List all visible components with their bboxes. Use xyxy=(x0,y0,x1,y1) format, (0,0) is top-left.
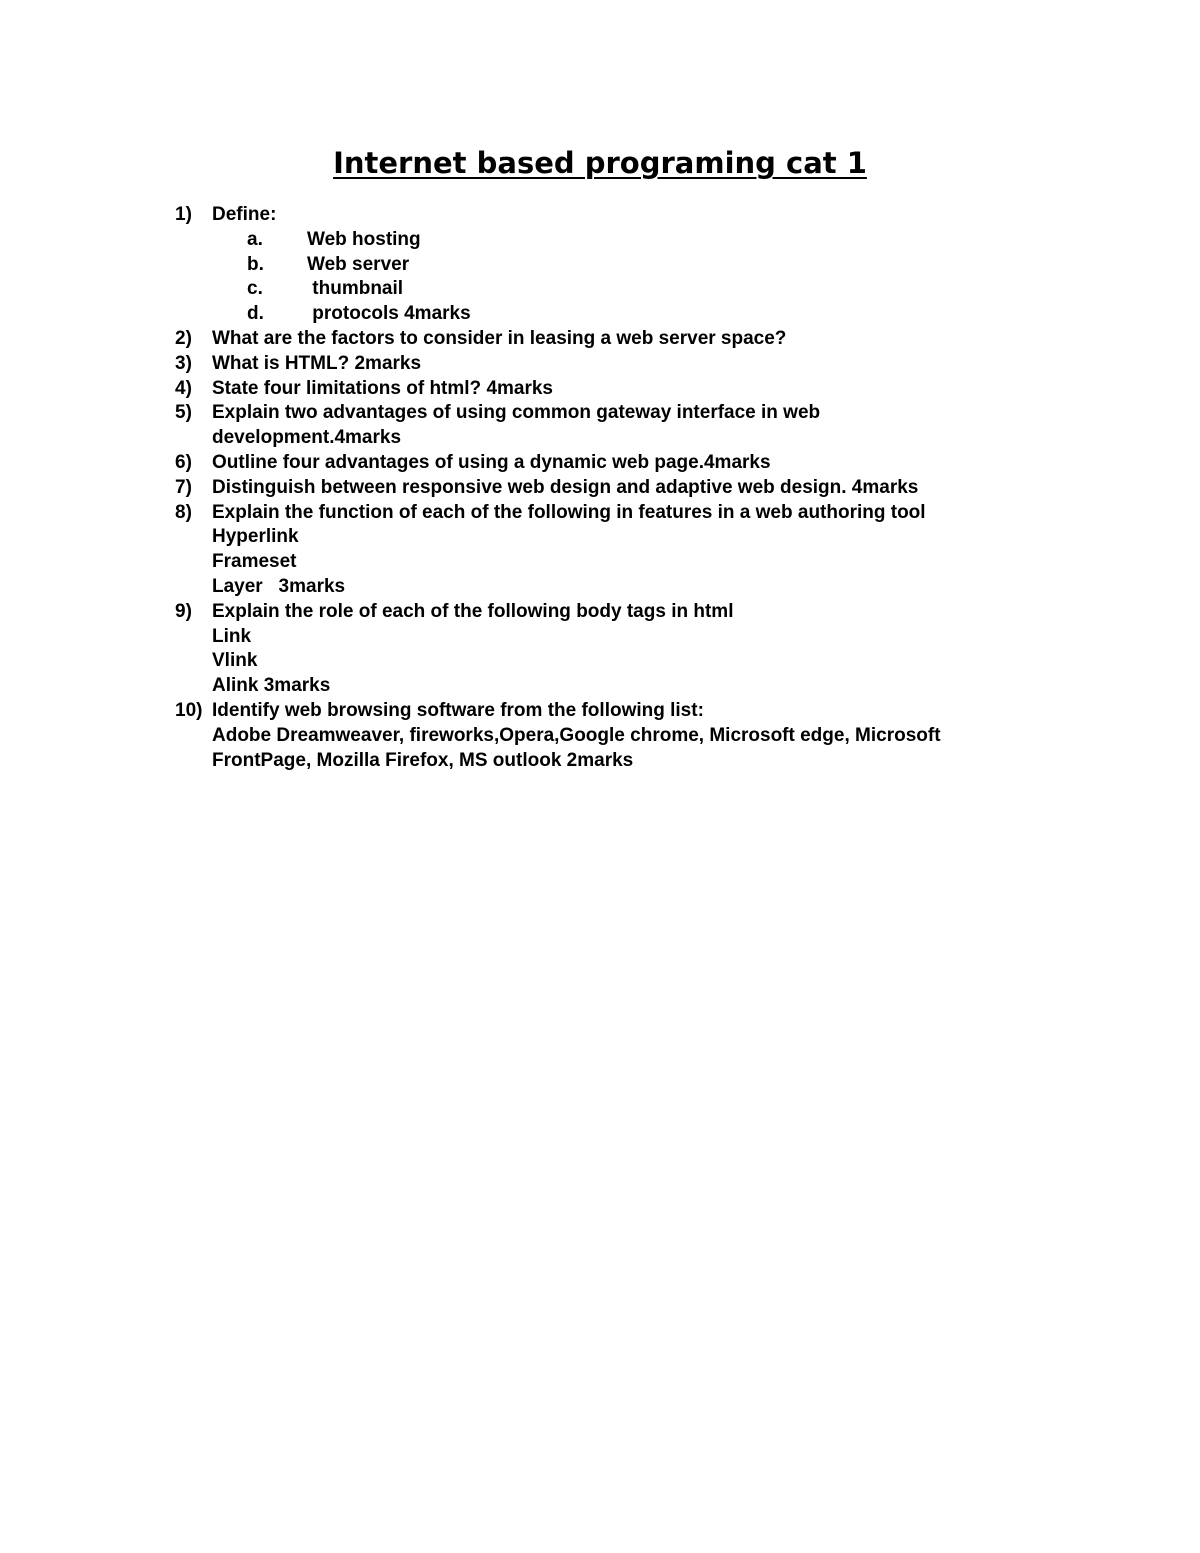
question-text: FrontPage, Mozilla Firefox, MS outlook 2marks xyxy=(212,749,634,771)
question-number: 9) xyxy=(175,600,192,622)
question-text: Identify web browsing software from the following list: xyxy=(212,699,704,721)
question-number: 3) xyxy=(175,352,192,374)
question-10-continuation xyxy=(175,724,1055,749)
question-4 xyxy=(175,377,1055,402)
question-9-item xyxy=(175,674,1055,699)
question-list xyxy=(175,203,1055,773)
question-7 xyxy=(175,476,1055,501)
question-8-item xyxy=(175,550,1055,575)
sub-item-letter: a. xyxy=(247,228,263,250)
list-item: Hyperlink xyxy=(212,526,299,548)
question-10 xyxy=(175,699,1055,724)
question-number: 10) xyxy=(175,699,203,721)
question-text: What are the factors to consider in leasing a web server space? xyxy=(212,327,787,349)
sub-item-letter: c. xyxy=(247,278,263,300)
list-item: Link xyxy=(212,625,252,647)
question-text: Explain two advantages of using common gateway interface in web xyxy=(212,402,821,424)
sub-item-text: Web hosting xyxy=(307,228,421,250)
sub-item-a xyxy=(175,228,1055,253)
sub-item-b xyxy=(175,253,1055,278)
question-6 xyxy=(175,451,1055,476)
question-9 xyxy=(175,600,1055,625)
sub-item-text: Web server xyxy=(307,253,410,275)
question-3 xyxy=(175,352,1055,377)
sub-item-c xyxy=(175,277,1055,302)
list-item: Vlink xyxy=(212,650,258,672)
question-text: Define: xyxy=(212,204,277,225)
question-9-item xyxy=(175,649,1055,674)
question-5 xyxy=(175,401,1055,426)
list-item: Layer 3marks xyxy=(212,575,346,597)
question-number: 2) xyxy=(175,327,192,349)
document-title: Internet based programing cat 1 xyxy=(333,146,867,180)
list-item: Frameset xyxy=(212,551,297,573)
question-text: Explain the function of each of the following in features in a web authoring tool xyxy=(212,501,926,523)
question-text: State four limitations of html? 4marks xyxy=(212,377,553,399)
question-text: Distinguish between responsive web design and adaptive web design. 4marks xyxy=(212,476,919,498)
question-number: 1) xyxy=(175,204,192,225)
question-text: Explain the role of each of the following body tags in html xyxy=(212,600,734,622)
question-9-item xyxy=(175,625,1055,650)
question-number: 5) xyxy=(175,402,192,424)
sub-item-text: thumbnail xyxy=(307,278,404,300)
sub-item-letter: b. xyxy=(247,253,264,275)
sub-item-d xyxy=(175,302,1055,327)
question-number: 6) xyxy=(175,451,192,473)
question-number: 4) xyxy=(175,377,192,399)
question-10-continuation xyxy=(175,749,1055,774)
question-text: Adobe Dreamweaver, fireworks,Opera,Google chrome, Microsoft edge, Microsoft xyxy=(212,724,941,746)
question-5-continuation xyxy=(175,426,1055,451)
sub-item-text: protocols 4marks xyxy=(307,303,471,325)
question-text: Outline four advantages of using a dynamic web page.4marks xyxy=(212,451,771,473)
sub-item-letter: d. xyxy=(247,303,264,325)
question-2 xyxy=(175,327,1055,352)
question-text: development.4marks xyxy=(212,427,402,449)
list-item: Alink 3marks xyxy=(212,675,331,697)
question-8 xyxy=(175,501,1055,526)
question-number: 8) xyxy=(175,501,192,523)
question-number: 7) xyxy=(175,476,192,498)
question-1 xyxy=(175,203,1055,228)
question-8-item xyxy=(175,575,1055,600)
question-8-item xyxy=(175,525,1055,550)
question-text: What is HTML? 2marks xyxy=(212,352,422,374)
